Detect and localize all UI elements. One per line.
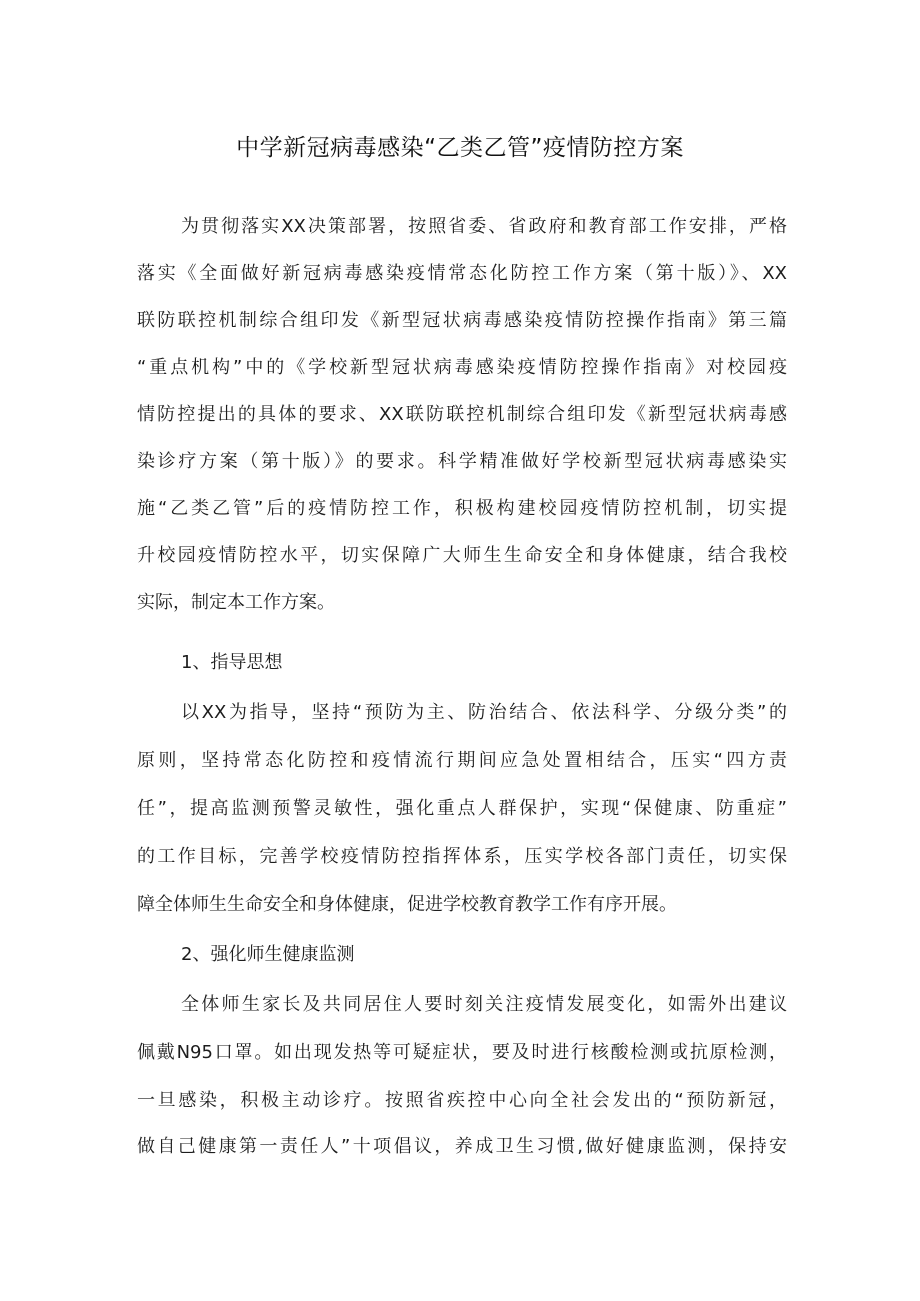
document-title: 中学新冠病毒感染“乙类乙管”疫情防控方案 xyxy=(236,135,684,161)
paragraph-line: 的工作目标，完善学校疫情防控指挥体系，压实学校各部门责任，切实保 xyxy=(137,846,787,867)
paragraph-line: 情防控提出的具体的要求、XX联防联控机制综合组印发《新型冠状病毒感 xyxy=(137,404,787,425)
paragraph-line: 全体师生家长及共同居住人要时刻关注疫情发展变化，如需外出建议 xyxy=(181,994,787,1015)
paragraph-line: 染诊疗方案（第十版）》的要求。科学精准做好学校新型冠状病毒感染实 xyxy=(137,451,787,472)
paragraph-line: 任”，提高监测预警灵敏性，强化重点人群保护，实现“保健康、防重症” xyxy=(137,798,787,819)
paragraph-line: 落实《全面做好新冠病毒感染疫情常态化防控工作方案（第十版）》、XX xyxy=(137,263,787,284)
section-heading: 2、强化师生健康监测 xyxy=(181,944,355,965)
paragraph-line: 原则，坚持常态化防控和疫情流行期间应急处置相结合，压实“四方责 xyxy=(137,750,787,771)
paragraph-line: 实际，制定本工作方案。 xyxy=(137,592,335,613)
paragraph-line: 以XX为指导，坚持“预防为主、防治结合、依法科学、分级分类”的 xyxy=(181,702,787,723)
paragraph-line: 障全体师生生命安全和身体健康，促进学校教育教学工作有序开展。 xyxy=(137,894,677,915)
paragraph-line: 佩戴N95口罩。如出现发热等可疑症状，要及时进行核酸检测或抗原检测， xyxy=(137,1042,787,1063)
paragraph-line: 联防联控机制综合组印发《新型冠状病毒感染疫情防控操作指南》第三篇 xyxy=(137,310,787,331)
paragraph-line: 施“乙类乙管”后的疫情防控工作，积极构建校园疫情防控机制，切实提 xyxy=(137,498,787,519)
paragraph-line: 做自己健康第一责任人”十项倡议，养成卫生习惯,做好健康监测，保持安 xyxy=(137,1136,787,1157)
paragraph-line: 升校园疫情防控水平，切实保障广大师生生命安全和身体健康，结合我校 xyxy=(137,545,787,566)
paragraph-line: “重点机构”中的《学校新型冠状病毒感染疫情防控操作指南》对校园疫 xyxy=(137,357,787,378)
paragraph-line: 一旦感染，积极主动诊疗。按照省疾控中心向全社会发出的“预防新冠， xyxy=(137,1090,787,1111)
paragraph-line: 为贯彻落实XX决策部署，按照省委、省政府和教育部工作安排，严格 xyxy=(181,216,787,237)
section-heading: 1、指导思想 xyxy=(181,652,283,673)
